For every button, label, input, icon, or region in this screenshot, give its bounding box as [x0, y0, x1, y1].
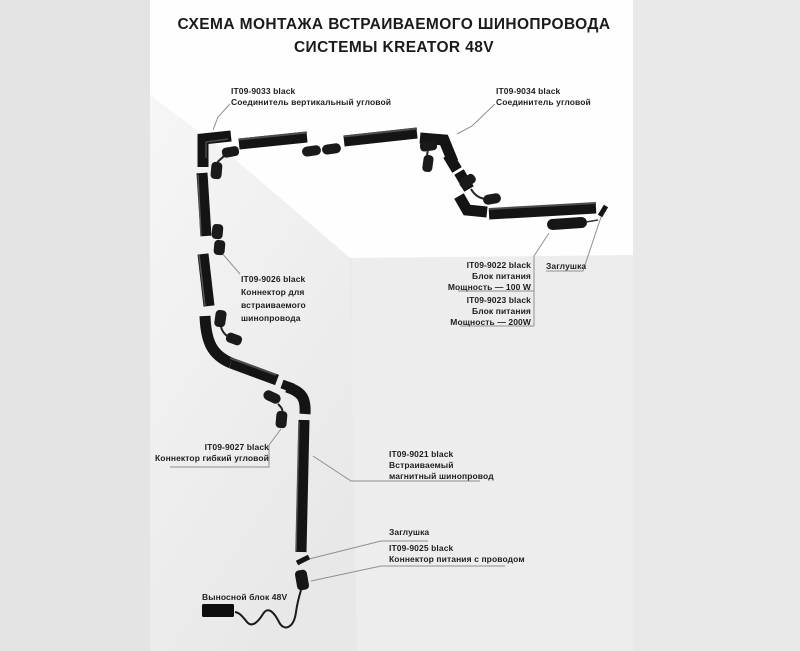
- label-it09-9034: [496, 86, 591, 108]
- label-code: IT09-9025 black: [389, 543, 454, 553]
- label-code: IT09-9033 black: [231, 86, 296, 96]
- label-code: IT09-9023 black: [466, 295, 531, 305]
- label-desc: Соединитель угловой: [496, 97, 591, 107]
- label-it09-9022: [448, 260, 531, 293]
- label-desc: Встраиваемый: [389, 460, 454, 470]
- label-desc: Соединитель вертикальный угловой: [231, 97, 392, 107]
- track-segment-descent-1: [448, 155, 457, 170]
- label-end-cap-bottom: [389, 527, 429, 538]
- label-desc: Коннектор для: [241, 287, 305, 297]
- label-code: IT09-9026 black: [241, 274, 306, 284]
- label-text: Выносной блок 48V: [202, 592, 288, 602]
- label-it09-9025: [389, 543, 525, 565]
- label-code: IT09-9034 black: [496, 86, 561, 96]
- label-desc: Мощность — 100 W: [447, 282, 531, 292]
- label-code: IT09-9027 black: [204, 442, 269, 452]
- label-desc: Коннектор гибкий угловой: [155, 453, 269, 463]
- label-desc: Блок питания: [472, 306, 531, 316]
- label-it09-9027: [155, 442, 269, 464]
- track-segment-wall-3: [301, 420, 304, 552]
- label-desc: магнитный шинопровод: [389, 471, 494, 481]
- label-desc: встраиваемого: [241, 300, 306, 310]
- label-it09-9033: [231, 86, 391, 108]
- label-it09-9026: [241, 273, 306, 325]
- label-it09-9021: [389, 449, 494, 482]
- label-end-cap-top: [546, 261, 586, 272]
- coupler-pill: [211, 224, 223, 240]
- label-it09-9023: [450, 295, 531, 328]
- label-desc: шинопровода: [241, 313, 301, 323]
- connector-pill: [210, 162, 222, 180]
- page-title-line2: СИСТЕМЫ KREATOR 48V: [293, 39, 495, 56]
- coupler-pill: [213, 240, 225, 256]
- label-code: IT09-9021 black: [389, 449, 454, 459]
- label-text: Заглушка: [546, 261, 587, 271]
- label-remote-block: [202, 592, 287, 603]
- track-segment-wall-1: [202, 173, 206, 236]
- label-desc: Коннектор питания с проводом: [389, 554, 525, 564]
- label-code: IT09-9022 black: [466, 260, 531, 270]
- label-desc: Мощность — 200W: [450, 317, 531, 327]
- remote-power-block: [202, 604, 234, 617]
- label-text: Заглушка: [389, 527, 430, 537]
- page-title: [150, 13, 638, 59]
- page-title-line1: СХЕМА МОНТАЖА ВСТРАИВАЕМОГО ШИНОПРОВОДА: [177, 16, 611, 33]
- left-wall-band: [0, 0, 150, 651]
- label-desc: Блок питания: [472, 271, 531, 281]
- connector-pill: [275, 411, 287, 429]
